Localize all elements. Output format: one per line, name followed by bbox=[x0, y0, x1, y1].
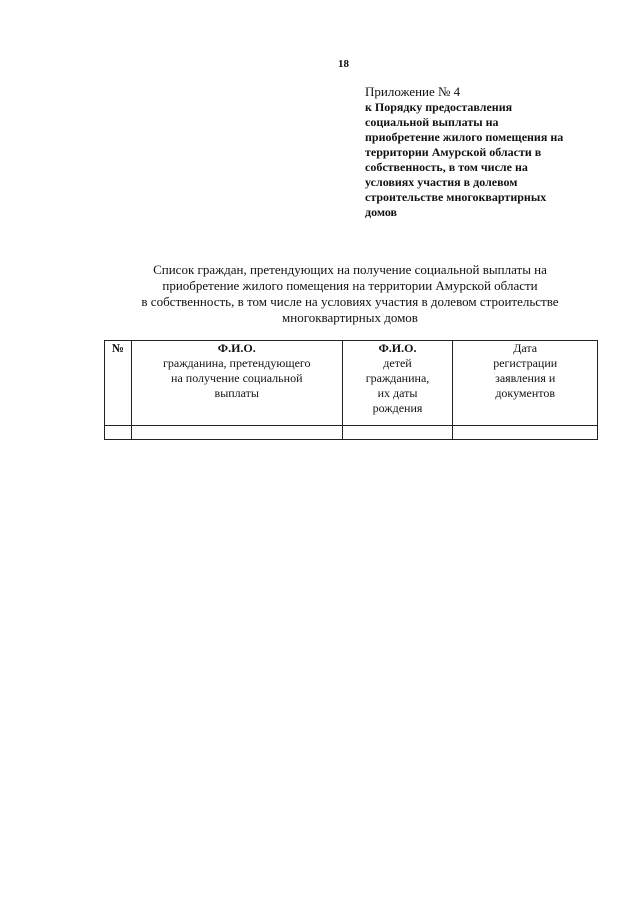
header-citizen-fio bbox=[131, 341, 342, 426]
header-citizen-fio-line: выплаты bbox=[214, 386, 259, 400]
appendix-line: строительстве многоквартирных bbox=[365, 190, 547, 204]
header-children-fio-line: их даты bbox=[377, 386, 418, 400]
header-citizen-fio-line: гражданина, претендующего bbox=[162, 356, 311, 370]
document-title-line: Список граждан, претендующих на получение социальной выплаты на bbox=[153, 262, 547, 277]
table-header-row bbox=[105, 341, 598, 426]
header-children-fio-line: рождения bbox=[372, 401, 423, 415]
header-registration-date-line: регистрации bbox=[493, 356, 558, 370]
appendix-line: собственность, в том числе на bbox=[365, 160, 528, 174]
appendix-line: к Порядку предоставления bbox=[365, 100, 513, 114]
header-registration-date-line: Дата bbox=[513, 341, 538, 355]
header-registration-date bbox=[453, 341, 598, 426]
header-number bbox=[105, 341, 132, 426]
page-number: 18 bbox=[338, 58, 349, 70]
document-title bbox=[100, 262, 600, 326]
header-number-label: № bbox=[111, 341, 124, 355]
header-children-fio bbox=[342, 341, 453, 426]
appendix-line: территории Амурской области в bbox=[365, 145, 542, 159]
table-cell-number bbox=[105, 426, 132, 440]
header-registration-date-line: заявления и bbox=[495, 371, 556, 385]
appendix-title: Приложение № 4 bbox=[365, 84, 461, 99]
table-cell-registration-date bbox=[453, 426, 598, 440]
header-citizen-fio-line: Ф.И.О. bbox=[217, 341, 256, 355]
table-cell-children-fio bbox=[342, 426, 453, 440]
appendix-line: домов bbox=[365, 205, 398, 219]
appendix-block bbox=[365, 84, 615, 220]
header-children-fio-line: гражданина, bbox=[365, 371, 430, 385]
appendix-line: условиях участия в долевом bbox=[365, 175, 518, 189]
header-children-fio-line: Ф.И.О. bbox=[378, 341, 417, 355]
document-title-line: многоквартирных домов bbox=[282, 310, 418, 325]
table-row bbox=[105, 426, 598, 440]
document-title-line: в собственность, в том числе на условиях участия в долевом строительстве bbox=[141, 294, 559, 309]
header-registration-date-line: документов bbox=[495, 386, 556, 400]
document-title-line: приобретение жилого помещения на территории Амурской области bbox=[162, 278, 538, 293]
header-children-fio-line: детей bbox=[383, 356, 412, 370]
citizens-list-table bbox=[104, 340, 598, 440]
header-citizen-fio-line: на получение социальной bbox=[171, 371, 303, 385]
appendix-line: социальной выплаты на bbox=[365, 115, 499, 129]
table-cell-citizen-fio bbox=[131, 426, 342, 440]
appendix-line: приобретение жилого помещения на bbox=[365, 130, 564, 144]
